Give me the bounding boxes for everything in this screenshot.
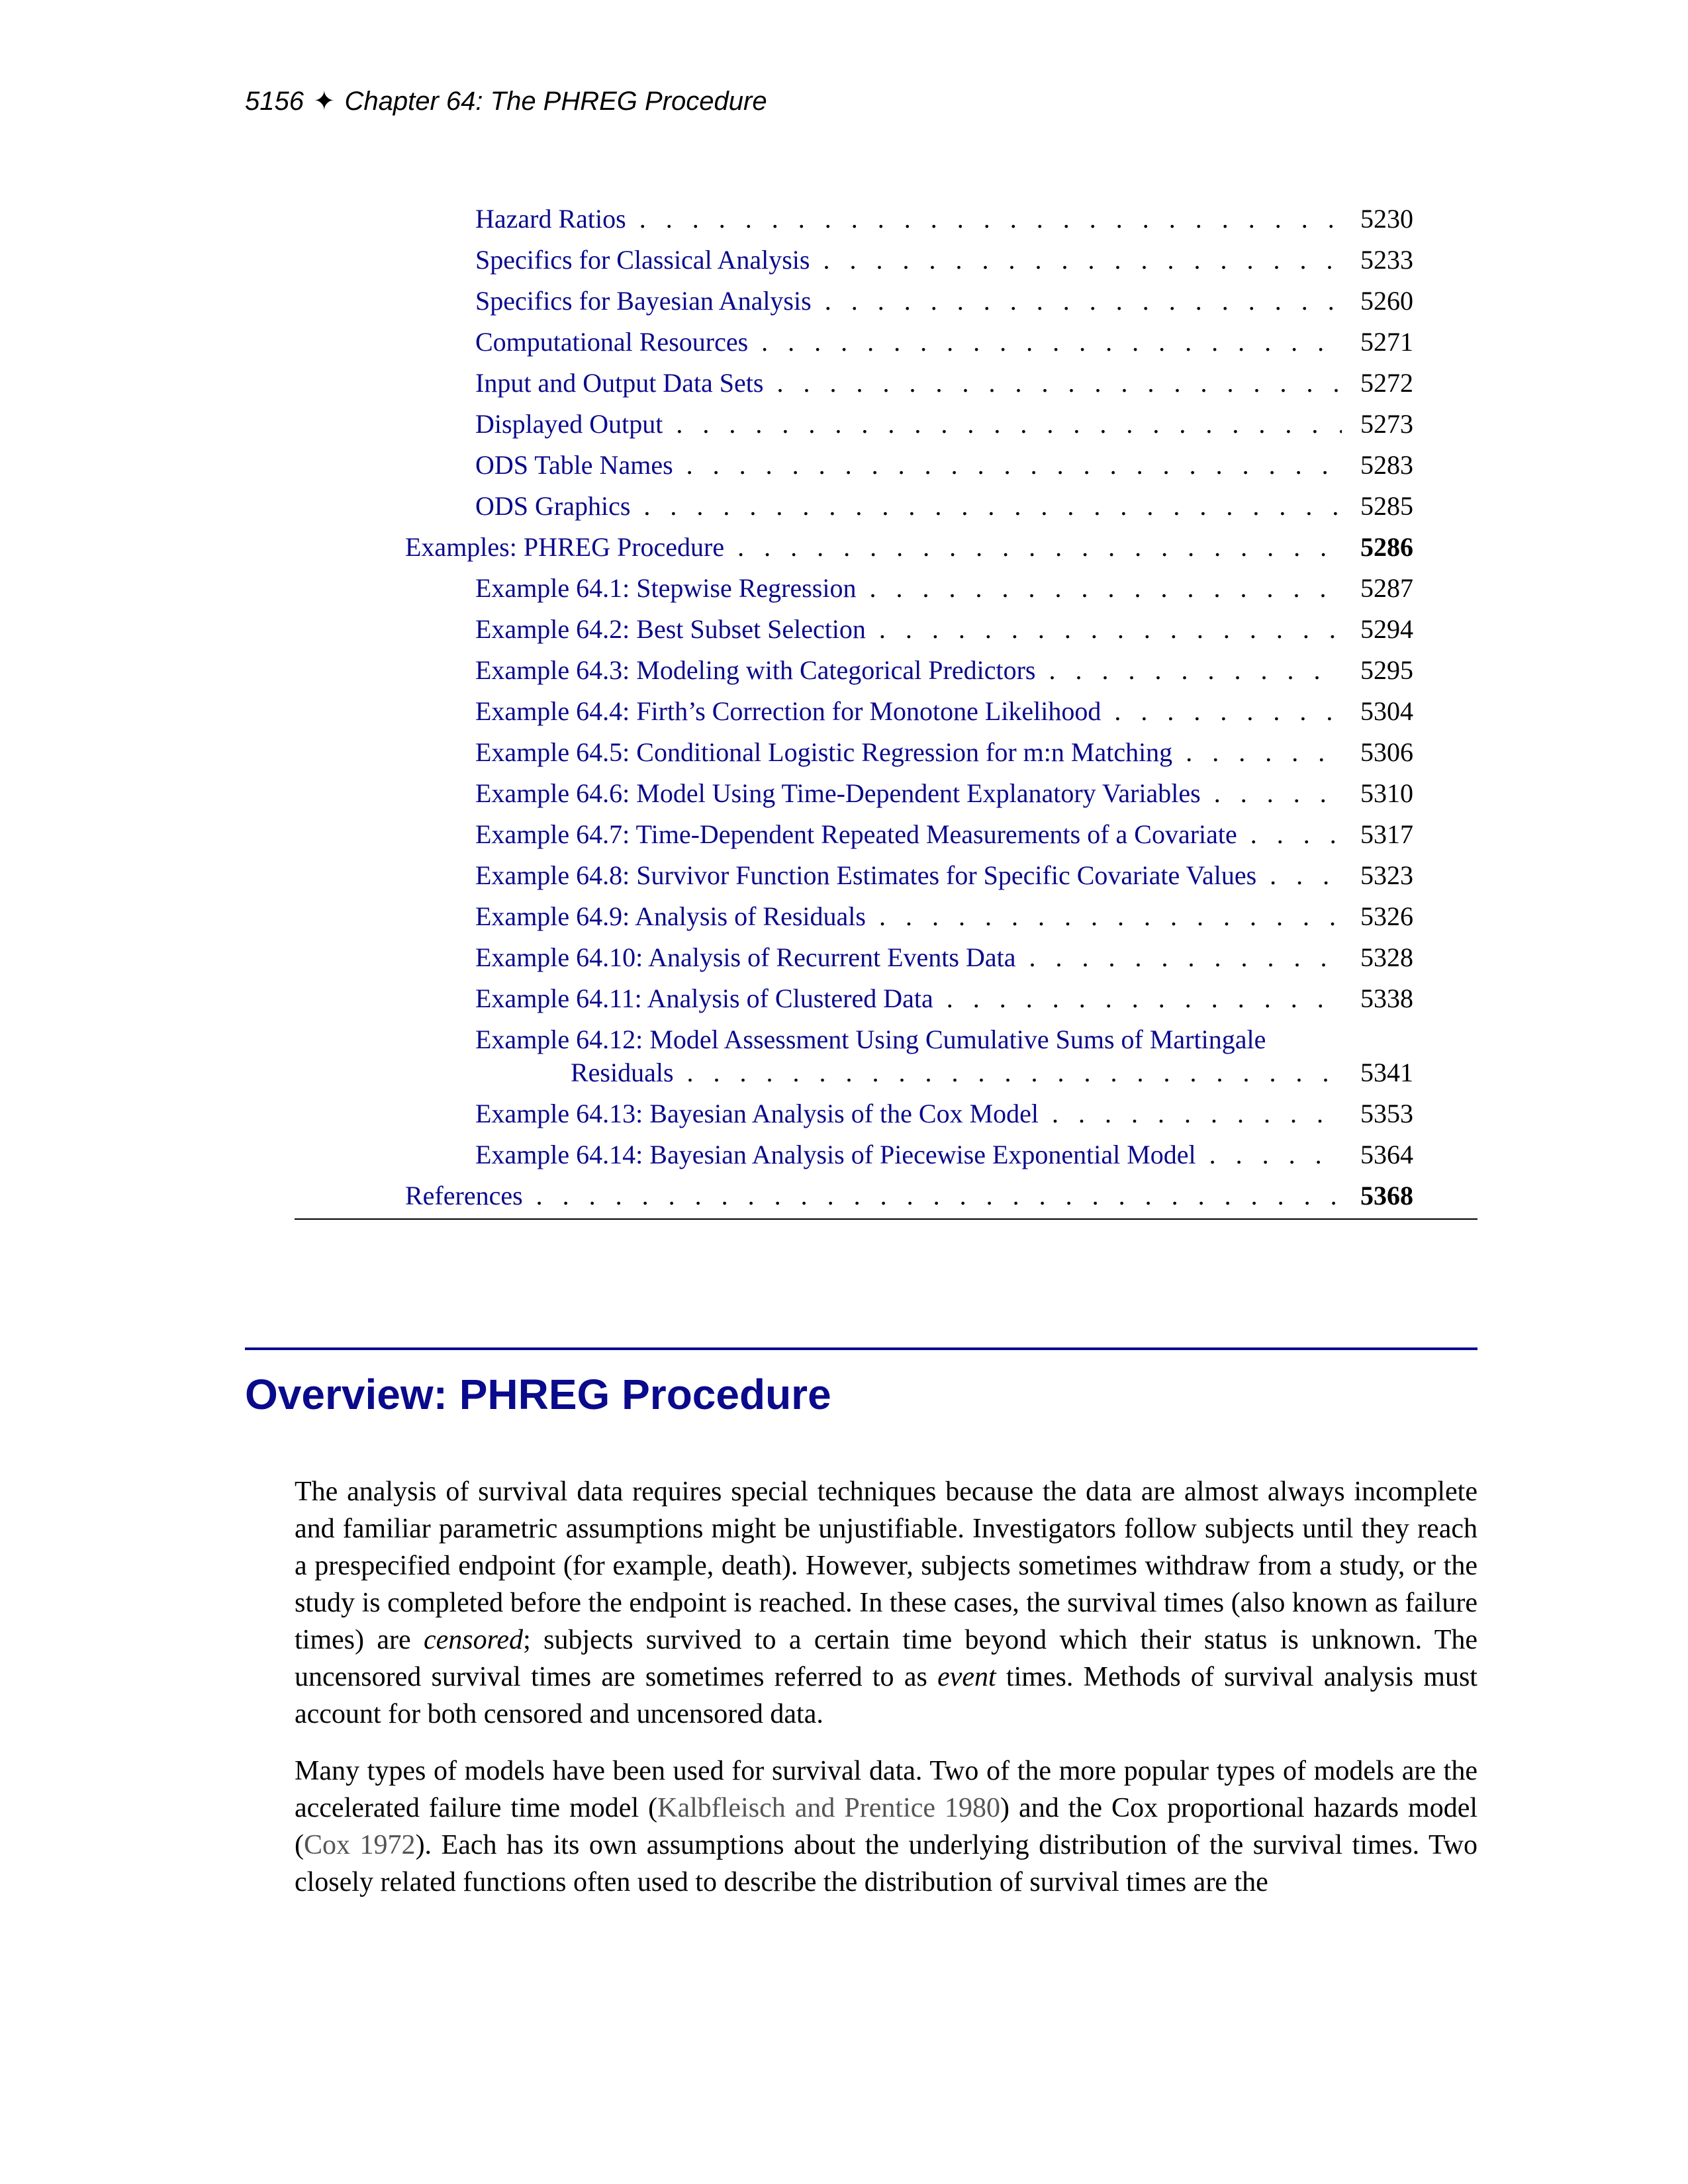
toc-entry-example-64-10[interactable]: Example 64.10: Analysis of Recurrent Events Data . . . 5328 bbox=[0, 937, 1688, 978]
toc-entry-example-64-6[interactable]: Example 64.6: Model Using Time-Dependent Explanatory Variables . . . 5310 bbox=[0, 773, 1688, 814]
toc-entry-examples[interactable]: Examples: PHREG Procedure . . . 5286 bbox=[0, 527, 1688, 568]
toc-entry-example-64-12-continued[interactable]: Residuals . . . 5341 bbox=[0, 1052, 1688, 1093]
toc-entry-example-64-4[interactable]: Example 64.4: Firth’s Correction for Monotone Likelihood . . . 5304 bbox=[0, 691, 1688, 732]
toc-entry-example-64-7[interactable]: Example 64.7: Time-Dependent Repeated Measurements of a Covariate . . . 5317 bbox=[0, 814, 1688, 855]
toc-entry-example-64-3[interactable]: Example 64.3: Modeling with Categorical Predictors . . . 5295 bbox=[0, 650, 1688, 691]
toc-entry-references[interactable]: References . . . 5368 bbox=[0, 1175, 1688, 1216]
toc-entry-ods-graphics[interactable]: ODS Graphics . . . 5285 bbox=[0, 486, 1688, 527]
running-head bbox=[245, 86, 767, 116]
toc-entry-example-64-12[interactable]: Example 64.12: Model Assessment Using Cumulative Sums of Martingale bbox=[475, 1024, 1266, 1054]
toc-entry-specifics-bayesian[interactable]: Specifics for Bayesian Analysis . . . 5260 bbox=[0, 281, 1688, 322]
separator-glyph: ✦ bbox=[312, 87, 336, 116]
toc-entry-example-64-1[interactable]: Example 64.1: Stepwise Regression . . . 5287 bbox=[0, 568, 1688, 609]
page-number: 5156 bbox=[245, 87, 304, 116]
toc-bottom-rule bbox=[295, 1218, 1477, 1220]
toc-entry-computational-resources[interactable]: Computational Resources . . . 5271 bbox=[0, 322, 1688, 363]
toc-entry-example-64-5[interactable]: Example 64.5: Conditional Logistic Regression for m:n Matching . . . 5306 bbox=[0, 732, 1688, 773]
toc-entry-input-output-data-sets[interactable]: Input and Output Data Sets . . . 5272 bbox=[0, 363, 1688, 404]
emphasis-event: event bbox=[937, 1662, 996, 1692]
chapter-title: Chapter 64: The PHREG Procedure bbox=[344, 87, 767, 116]
table-of-contents bbox=[0, 199, 1688, 1216]
toc-entry-hazard-ratios[interactable]: Hazard Ratios . . . 5230 bbox=[0, 199, 1688, 240]
toc-entry-ods-table-names[interactable]: ODS Table Names . . . 5283 bbox=[0, 445, 1688, 486]
body-paragraph: The analysis of survival data requires special techniques because the data are almost always incomplete and familiar parametric assumptions might be unjustifiable. Investigators follow subjects until they reach a prespecified endpoint (for example, death). However, subjects sometimes withdraw from a study, or the study is completed before the endpoint is reached. In these cases, the survival times (also known as failure times) are censored; subjects survived to a certain time beyond which their status is unknown. The uncensored survival times are sometimes referred to as event times. Methods of survival analysis must account for both censored and uncensored data. bbox=[295, 1477, 1477, 1729]
toc-entry-example-64-2[interactable]: Example 64.2: Best Subset Selection . . . 5294 bbox=[0, 609, 1688, 650]
toc-entry-example-64-13[interactable]: Example 64.13: Bayesian Analysis of the Cox Model . . . 5353 bbox=[0, 1093, 1688, 1134]
body-paragraph: Many types of models have been used for survival data. Two of the more popular types of models are the accelerated failure time model (Kalbfleisch and Prentice 1980) and the Cox proportional hazards model (Cox 1972). Each has its own assumptions about the underlying distribution of the survival times. Two closely related functions often used to describe the distribution of survival times are the bbox=[295, 1756, 1477, 1897]
section-title: Overview: PHREG Procedure bbox=[245, 1371, 831, 1418]
section-rule bbox=[245, 1347, 1477, 1350]
toc-entry-displayed-output[interactable]: Displayed Output . . . 5273 bbox=[0, 404, 1688, 445]
emphasis-censored: censored bbox=[424, 1625, 524, 1655]
toc-entry-example-64-9[interactable]: Example 64.9: Analysis of Residuals . . . 5326 bbox=[0, 896, 1688, 937]
citation-link-cox[interactable]: Cox 1972 bbox=[304, 1830, 416, 1860]
toc-entry-example-64-8[interactable]: Example 64.8: Survivor Function Estimates for Specific Covariate Values . . . 5323 bbox=[0, 855, 1688, 896]
citation-link-kalbfleisch-prentice[interactable]: Kalbfleisch and Prentice 1980 bbox=[657, 1793, 1001, 1823]
toc-entry-example-64-11[interactable]: Example 64.11: Analysis of Clustered Data . . . 5338 bbox=[0, 978, 1688, 1019]
toc-entry-example-64-14[interactable]: Example 64.14: Bayesian Analysis of Piecewise Exponential Model . . . 5364 bbox=[0, 1134, 1688, 1175]
toc-entry-specifics-classical[interactable]: Specifics for Classical Analysis . . . 5233 bbox=[0, 240, 1688, 281]
